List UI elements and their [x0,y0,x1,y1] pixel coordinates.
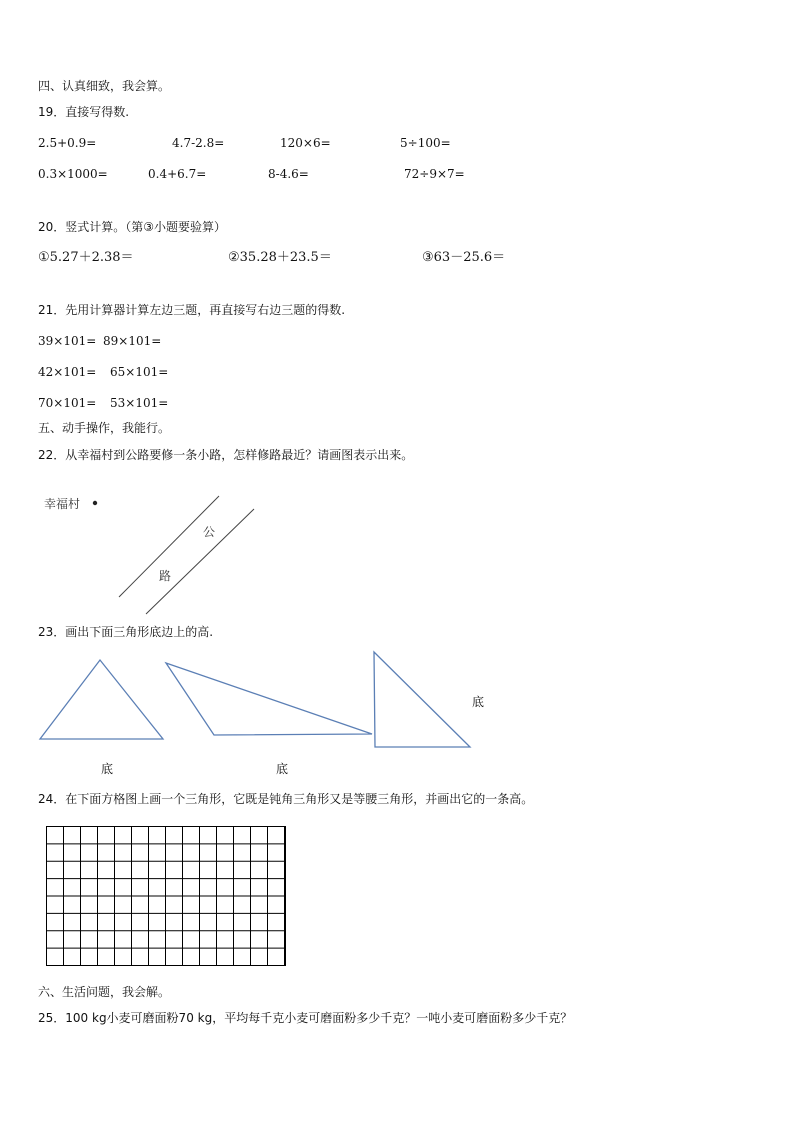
q21-r2-left: 42×101= [38,365,97,379]
q20-item1: ①5.27＋2.38＝ [38,250,134,265]
q21-r1-left: 39×101= [38,334,97,348]
triangle-obtuse [166,663,372,735]
q19-r2-item3: 8-4.6= [268,167,309,181]
q19-r1-item3: 120×6= [280,136,331,150]
square-grid [46,826,286,966]
q19-r1-item4: 5÷100= [400,136,451,150]
q19-r2-item1: 0.3×1000= [38,167,108,181]
q20-item2: ②35.28＋23.5＝ [228,250,332,265]
road-label-lu: 路 [159,569,172,583]
q21-r3-right: 53×101= [110,396,169,410]
q23-title: 23．画出下面三角形底边上的高. [38,625,214,639]
section6-heading: 六、生活问题，我会解。 [38,985,171,999]
q20-item3: ③63－25.6＝ [422,250,506,265]
q24-title: 24．在下面方格图上画一个三角形，它既是钝角三角形又是等腰三角形，并画出它的一条高。 [38,792,534,806]
q25-title: 25．100 kg小麦可磨面粉70 kg，平均每千克小麦可磨面粉多少千克？一吨小麦可磨面粉多少千克？ [38,1011,573,1025]
q19-r2-item4: 72÷9×7= [404,167,465,181]
q19-title: 19．直接写得数. [38,105,130,119]
base-label-2: 底 [276,762,289,776]
q21-r3-left: 70×101= [38,396,97,410]
q21-r2-right: 65×101= [110,365,169,379]
q19-r2-item2: 0.4+6.7= [148,167,207,181]
q19-r1-item1: 2.5+0.9= [38,136,97,150]
section5-heading: 五、动手操作，我能行。 [38,421,171,435]
base-label-1: 底 [101,762,114,776]
village-label: 幸福村 [44,497,81,511]
q21-r1-right: 89×101= [103,334,162,348]
triangle-acute [40,660,163,739]
q19-r1-item2: 4.7-2.8= [172,136,225,150]
section4-heading: 四、认真细致，我会算。 [38,79,171,93]
q22-title: 22．从幸福村到公路要修一条小路，怎样修路最近？请画图表示出来。 [38,448,414,462]
road-label-gong: 公 [203,525,216,539]
q20-title: 20．竖式计算。（第③小题要验算） [38,220,227,234]
q21-title: 21．先用计算器计算左边三题，再直接写右边三题的得数. [38,303,346,317]
base-label-3: 底 [472,695,485,709]
triangle-right [374,652,470,747]
